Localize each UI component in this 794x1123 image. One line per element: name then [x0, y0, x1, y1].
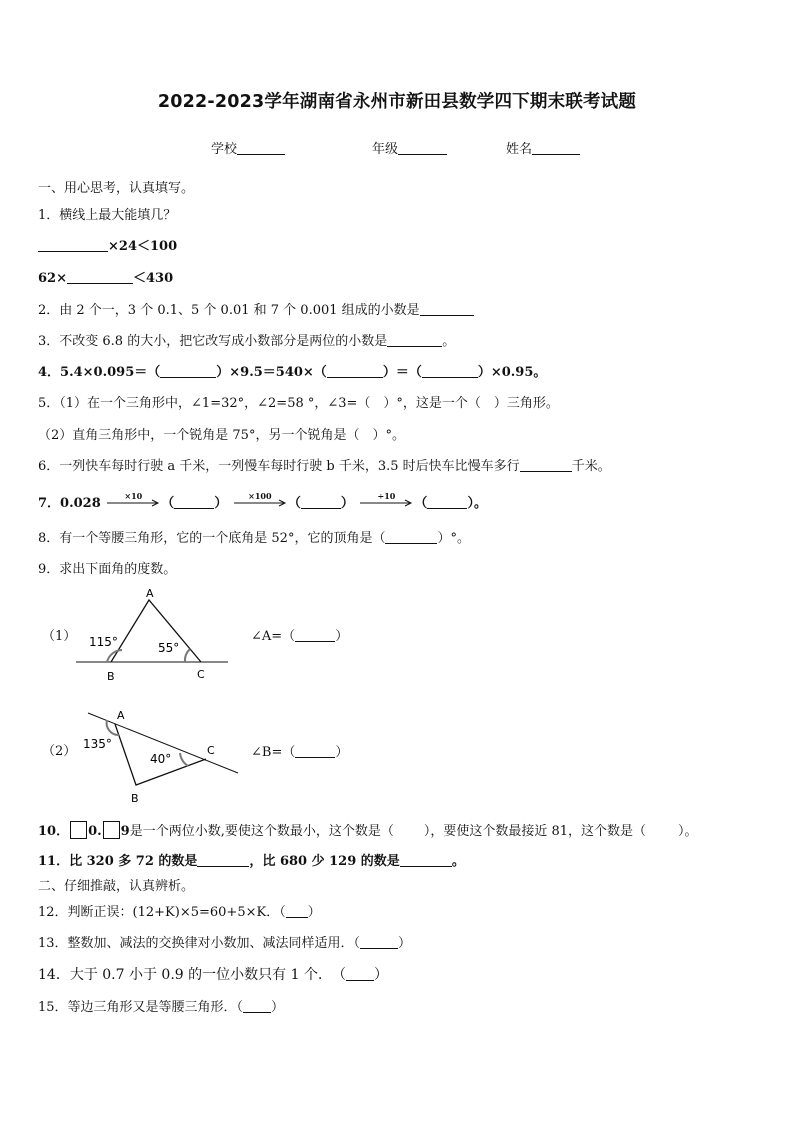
- angle-c-label: 40°: [150, 752, 172, 766]
- question-7: 7．0.028 ×10 （ ） ×100 （ ） ÷10 （ ）。: [38, 491, 487, 511]
- section-1-heading: 一、用心思考，认真填写。: [38, 181, 195, 196]
- answer-blank[interactable]: [346, 967, 374, 981]
- school-field: [211, 141, 285, 159]
- answer-blank[interactable]: [197, 853, 249, 867]
- answer-blank[interactable]: [327, 364, 383, 378]
- arrow-divide-10: ÷10: [358, 493, 414, 511]
- exterior-angle-label: 115°: [89, 635, 118, 649]
- answer-blank[interactable]: [420, 302, 474, 316]
- figure-2-triangle: [80, 704, 245, 808]
- vertex-b-label: B: [107, 670, 115, 683]
- vertex-c-label: C: [197, 668, 205, 681]
- question-2: 2．由 2 个一，3 个 0.1、5 个 0.01 和 7 个 0.001 组成的小数是: [38, 302, 474, 320]
- answer-blank[interactable]: [38, 238, 108, 252]
- digit-box[interactable]: [70, 821, 87, 839]
- answer-blank[interactable]: [427, 495, 467, 509]
- answer-blank[interactable]: [295, 744, 335, 758]
- question-9: 9．求出下面角的度数。: [38, 562, 177, 577]
- vertex-c-label: C: [207, 744, 215, 757]
- answer-blank[interactable]: [520, 458, 572, 472]
- answer-blank[interactable]: [67, 270, 133, 284]
- grade-label: 年级: [372, 142, 399, 157]
- question-3: 3．不改变 6.8 的大小，把它改写成小数部分是两位的小数是 。: [38, 334, 456, 349]
- question-6: 6．一列快车每时行驶 a 千米，一列慢车每时行驶 b 千米，3.5 时后快车比慢车多行 千米。: [38, 459, 611, 474]
- answer-blank[interactable]: [385, 530, 437, 544]
- question-12: 12．判断正误：(12+K)×5=60+5×K．（ ）: [38, 905, 321, 920]
- answer-blank[interactable]: [286, 904, 308, 918]
- grade-blank[interactable]: [398, 141, 447, 155]
- section-2-heading: 二、仔细推敲，认真辨析。: [38, 879, 195, 894]
- figure-1-triangle: [70, 584, 235, 684]
- question-13: 13．整数加、减法的交换律对小数加、减法同样适用．（ ）: [38, 936, 412, 951]
- answer-blank[interactable]: [160, 364, 216, 378]
- answer-blank[interactable]: [400, 853, 452, 867]
- arrow-times-10: ×10: [105, 493, 161, 511]
- answer-blank[interactable]: [360, 935, 398, 949]
- name-label: 姓名: [506, 142, 533, 157]
- question-4: 4．5.4×0.095＝（ ）×9.5＝540×（ ）＝（ ）×0.95。: [38, 365, 547, 380]
- answer-blank[interactable]: [387, 333, 442, 347]
- page-title: 2022-2023学年湖南省永州市新田县数学四下期末联考试题: [157, 92, 637, 112]
- school-label: 学校: [211, 142, 238, 157]
- question-14: 14．大于 0.7 小于 0.9 的一位小数只有 1 个． （ ）: [38, 967, 388, 983]
- question-1-line-a: ×24＜100: [38, 238, 177, 256]
- school-blank[interactable]: [237, 141, 285, 155]
- question-5-part-1: 5．（1）在一个三角形中，∠1=32°，∠2=58 °，∠3=（ ）°，这是一个（ ）三角形。: [38, 396, 559, 411]
- question-1: 1．横线上最大能填几？: [38, 208, 177, 223]
- angle-c-arc: [185, 649, 190, 662]
- figure-1-answer: ∠A=（ ）: [251, 629, 349, 644]
- answer-blank[interactable]: [295, 628, 335, 642]
- arrow-times-100: ×100: [232, 493, 288, 511]
- name-blank[interactable]: [532, 141, 580, 155]
- question-15: 15．等边三角形又是等腰三角形．（ ）: [38, 1000, 285, 1015]
- angle-c-arc: [180, 753, 188, 766]
- figure-2-answer: ∠B=（ ）: [251, 745, 349, 760]
- answer-blank[interactable]: [174, 495, 214, 509]
- answer-blank[interactable]: [301, 495, 341, 509]
- vertex-a-label: A: [146, 587, 154, 600]
- digit-box[interactable]: [103, 821, 120, 839]
- question-5-part-2: （2）直角三角形中，一个锐角是 75°，另一个锐角是（ ）°。: [38, 428, 405, 443]
- angle-c-label: 55°: [158, 641, 180, 655]
- answer-blank[interactable]: [422, 364, 478, 378]
- vertex-b-label: B: [131, 792, 139, 805]
- figure-1-label: （1）: [42, 629, 77, 644]
- name-field: [506, 141, 580, 159]
- vertex-a-label: A: [117, 709, 125, 722]
- exterior-angle-arc: [107, 720, 119, 735]
- figure-2-label: （2）: [42, 744, 77, 759]
- question-1-line-b: 62× ＜430: [38, 271, 174, 286]
- question-10: 10． 0. 9是一个两位小数,要使这个数最小，这个数是（ ），要使这个数最接近 81，这个数是（ ）。: [38, 821, 698, 841]
- exterior-angle-label: 135°: [83, 737, 112, 751]
- question-11: 11．比 320 多 72 的数是 ，比 680 少 129 的数是 。: [38, 854, 465, 869]
- grade-field: [372, 141, 447, 159]
- question-8: 8．有一个等腰三角形，它的一个底角是 52°，它的顶角是（ ）°。: [38, 531, 470, 546]
- answer-blank[interactable]: [243, 999, 271, 1013]
